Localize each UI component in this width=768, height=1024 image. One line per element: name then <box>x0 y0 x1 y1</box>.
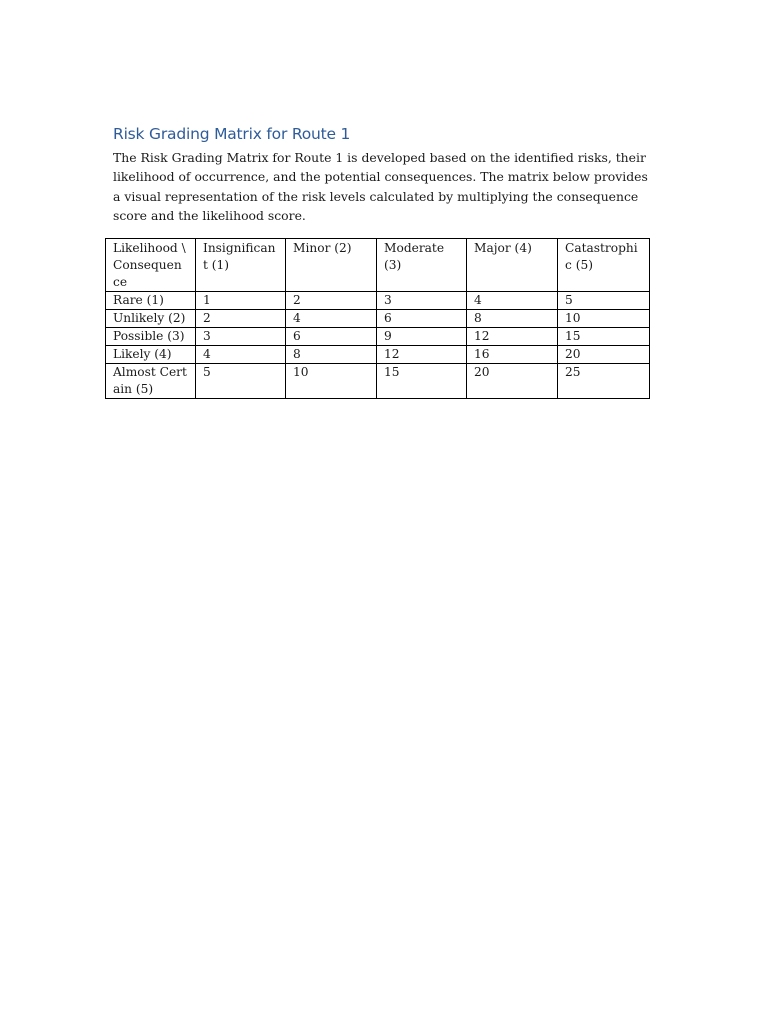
row-label: Rare (1) <box>106 292 196 310</box>
table-row <box>106 310 650 328</box>
row-label: Unlikely (2) <box>106 310 196 328</box>
table-cell: 3 <box>196 328 286 346</box>
table-cell: 5 <box>196 364 286 399</box>
header-cell-minor: Minor (2) <box>286 239 377 292</box>
table-cell: 20 <box>558 346 650 364</box>
risk-matrix-table <box>105 238 650 399</box>
table-cell: 20 <box>467 364 558 399</box>
table-cell: 2 <box>286 292 377 310</box>
header-cell-major: Major (4) <box>467 239 558 292</box>
table-cell: 12 <box>377 346 467 364</box>
table-cell: 1 <box>196 292 286 310</box>
header-cell-moderate: Moderate (3) <box>377 239 467 292</box>
table-row <box>106 292 650 310</box>
table-row <box>106 328 650 346</box>
header-cell-catastrophic: Catastrophic (5) <box>558 239 650 292</box>
header-cell-insignificant: Insignificant (1) <box>196 239 286 292</box>
intro-paragraph: The Risk Grading Matrix for Route 1 is developed based on the identified risks, their likelihood of occurrence, and the potential consequences. The matrix below provides a visual representation of the risk levels calculated by multiplying the consequence score and the likelihood score. <box>113 150 648 223</box>
table-cell: 6 <box>377 310 467 328</box>
table-row <box>106 364 650 399</box>
table-cell: 25 <box>558 364 650 399</box>
row-label: Possible (3) <box>106 328 196 346</box>
table-cell: 5 <box>558 292 650 310</box>
table-cell: 10 <box>558 310 650 328</box>
table-cell: 9 <box>377 328 467 346</box>
row-label: Likely (4) <box>106 346 196 364</box>
table-cell: 4 <box>196 346 286 364</box>
table-cell: 3 <box>377 292 467 310</box>
table-cell: 4 <box>467 292 558 310</box>
table-row <box>106 346 650 364</box>
table-cell: 2 <box>196 310 286 328</box>
table-cell: 12 <box>467 328 558 346</box>
table-cell: 15 <box>377 364 467 399</box>
table-cell: 8 <box>467 310 558 328</box>
table-cell: 4 <box>286 310 377 328</box>
table-cell: 10 <box>286 364 377 399</box>
row-label: Almost Certain (5) <box>106 364 196 399</box>
table-cell: 15 <box>558 328 650 346</box>
table-cell: 8 <box>286 346 377 364</box>
table-header-row <box>106 239 650 292</box>
table-cell: 6 <box>286 328 377 346</box>
header-cell-likelihood-consequence: Likelihood \ Consequence <box>106 239 196 292</box>
table-cell: 16 <box>467 346 558 364</box>
section-heading: Risk Grading Matrix for Route 1 <box>113 125 351 143</box>
